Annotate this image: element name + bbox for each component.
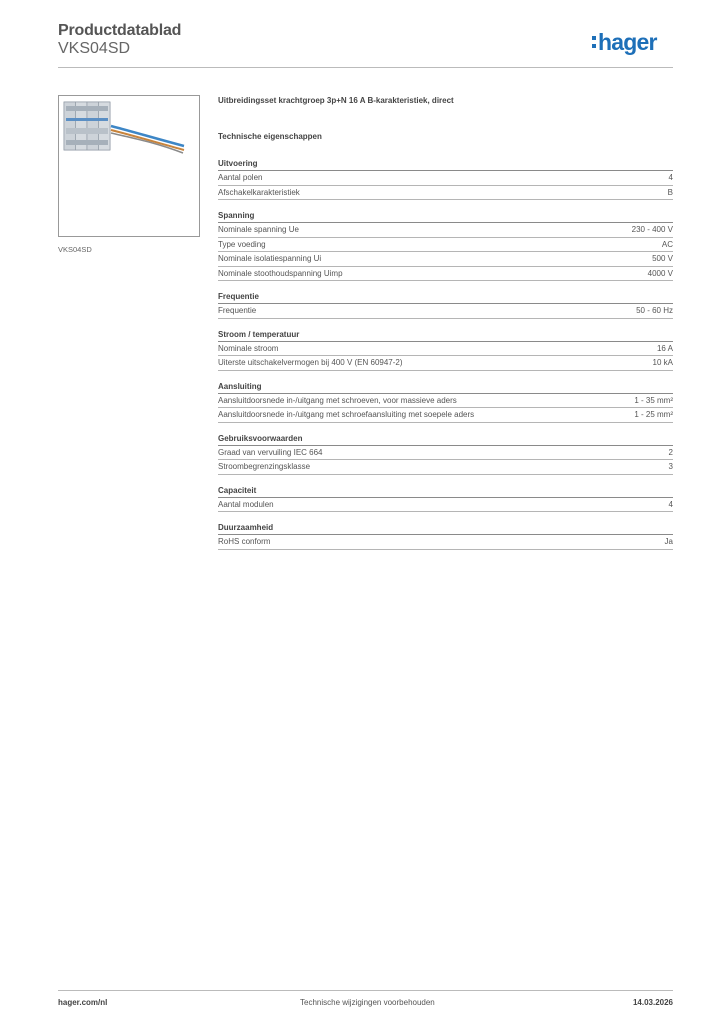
spec-group [218, 158, 673, 200]
spec-row [218, 186, 673, 201]
circuit-breaker-illustration [59, 96, 199, 236]
header-divider [58, 67, 673, 68]
spec-row [218, 171, 673, 186]
spec-label: Stroombegrenzingsklasse [218, 462, 311, 471]
spec-label: Graad van vervuiling IEC 664 [218, 447, 323, 457]
footer-divider [58, 990, 673, 991]
spec-row [218, 460, 673, 475]
spec-group-title: Spanning [218, 210, 673, 223]
footer-website: hager.com/nl [58, 998, 108, 1007]
spec-label: Aansluitdoorsnede in-/uitgang met schroeven, voor massieve aders [218, 395, 457, 405]
spec-row [218, 252, 673, 267]
product-image-caption: VKS04SD [58, 245, 92, 254]
product-image [58, 95, 200, 237]
spec-group [218, 433, 673, 475]
spec-value: 4 [668, 499, 673, 509]
spec-group [218, 210, 673, 281]
page-title: Productdatablad [58, 22, 182, 39]
spec-value: 1 - 35 mm² [634, 395, 673, 405]
spec-group-title: Duurzaamheid [218, 522, 673, 535]
spec-group-title: Frequentie [218, 291, 673, 304]
spec-row [218, 238, 673, 253]
spec-label: Nominale stoothoudspanning Uimp [218, 268, 343, 278]
spec-groups [218, 158, 673, 550]
spec-label: Nominale stroom [218, 343, 279, 353]
product-description: Uitbreidingsset krachtgroep 3p+N 16 A B-karakteristiek, direct [218, 96, 454, 105]
spec-value: 10 kA [652, 358, 673, 367]
spec-group [218, 381, 673, 423]
spec-row [218, 356, 673, 371]
spec-group-title: Capaciteit [218, 485, 673, 498]
logo-colon-icon [592, 36, 596, 48]
spec-group [218, 485, 673, 513]
spec-group-title: Uitvoering [218, 158, 673, 171]
spec-label: Aantal modulen [218, 499, 274, 509]
spec-label: Type voeding [218, 239, 266, 249]
spec-label: RoHS conform [218, 537, 271, 546]
spec-row [218, 408, 673, 423]
specs-heading: Technische eigenschappen [218, 132, 322, 141]
spec-row [218, 223, 673, 238]
footer-date: 14.03.2026 [632, 998, 673, 1007]
spec-row [218, 267, 673, 282]
spec-row [218, 304, 673, 319]
spec-group-title: Stroom / temperatuur [218, 329, 673, 342]
spec-row [218, 446, 673, 461]
specs-content [218, 96, 673, 560]
spec-value: 230 - 400 V [631, 225, 673, 234]
spec-label: Uiterste uitschakelvermogen bij 400 V (EN 60947-2) [218, 358, 403, 367]
spec-value: 1 - 25 mm² [634, 410, 673, 419]
spec-group-title: Gebruiksvoorwaarden [218, 433, 673, 446]
spec-value: 4000 V [647, 268, 673, 278]
spec-value: 16 A [656, 343, 673, 353]
spec-value: AC [661, 239, 673, 249]
spec-value: 50 - 60 Hz [636, 306, 673, 315]
spec-value: 500 V [652, 254, 673, 263]
spec-row [218, 342, 673, 357]
spec-label: Frequentie [218, 306, 257, 315]
spec-value: 2 [668, 447, 673, 457]
spec-group [218, 291, 673, 319]
spec-group-title: Aansluiting [218, 381, 673, 394]
spec-label: Afschakelkarakteristiek [218, 187, 300, 197]
spec-label: Aantal polen [218, 173, 263, 182]
spec-label: Aansluitdoorsnede in-/uitgang met schroefaansluiting met soepele aders [218, 410, 475, 419]
spec-value: Ja [664, 537, 673, 546]
spec-value: B [667, 187, 673, 197]
spec-label: Nominale isolatiespanning Ui [218, 254, 322, 263]
spec-row [218, 498, 673, 513]
spec-label: Nominale spanning Ue [218, 225, 299, 234]
spec-group [218, 329, 673, 371]
spec-value: 4 [668, 173, 673, 182]
spec-value: 3 [668, 462, 673, 471]
product-code: VKS04SD [58, 40, 131, 57]
logo-text: hager [598, 28, 657, 55]
spec-row [218, 394, 673, 409]
footer-note: Technische wijzigingen voorbehouden [300, 998, 435, 1007]
spec-group [218, 522, 673, 550]
spec-row [218, 535, 673, 550]
hager-logo [592, 28, 657, 56]
